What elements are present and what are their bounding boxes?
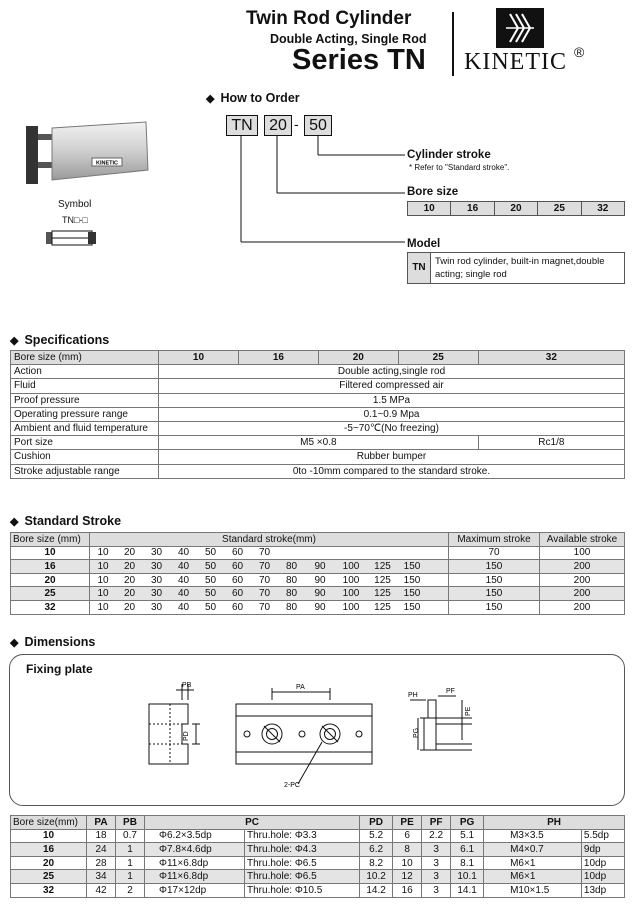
stroke-value: 90 [314,574,326,586]
spec-label: Stroke adjustable range [11,464,159,478]
dim-pa: 28 [87,856,116,870]
cylinder-stroke-label: Cylinder stroke [407,149,491,161]
stroke-header-available: Available stroke [540,533,625,547]
spec-bore: 10 [159,351,239,365]
stroke-value: 60 [231,560,244,572]
bore-option: 25 [538,202,581,216]
stroke-value: 40 [177,601,190,613]
order-code-stroke: 50 [304,115,332,136]
symbol-label: Symbol [58,199,92,210]
stroke-value: 50 [204,547,217,559]
stroke-value: 40 [177,560,190,572]
stroke-value: 10 [97,601,109,613]
stroke-value: 80 [285,574,298,586]
dim-pe: 12 [393,870,422,884]
spec-value: Filtered compressed air [159,379,625,393]
label-pd: PD [183,731,190,741]
dim-row [11,829,625,843]
dim-header: Bore size(mm) [11,816,87,830]
stroke-value: 90 [314,588,326,600]
stroke-value: 50 [204,560,217,572]
stroke-bore: 20 [11,573,90,587]
dim-header: PE [393,816,422,830]
stroke-max: 70 [449,546,540,560]
model-label: Model [407,238,441,250]
specifications-heading: ◆ Specifications [10,333,110,347]
dim-ph1: M10×1.5 [484,883,582,897]
dim-header: PH [484,816,625,830]
spec-label: Action [11,365,159,379]
bore-option: 10 [408,202,451,216]
dim-ph2: 5.5dp [581,829,624,843]
stroke-header-max: Maximum stroke [449,533,540,547]
stroke-avail: 200 [540,573,625,587]
spec-value: 0to -10mm compared to the standard stroke. [159,464,625,478]
dim-pa: 18 [87,829,116,843]
spec-value: 0.1~0.9 Mpa [159,407,625,421]
stroke-value: 40 [177,547,190,559]
stroke-header-standard: Standard stroke(mm) [90,533,449,547]
dim-ph2: 10dp [581,870,624,884]
label-pb: PB [182,682,192,689]
dim-row [11,856,625,870]
dim-pc1: Φ11×6.8dp [145,870,245,884]
label-pe: PE [465,706,472,716]
stroke-value: 20 [123,574,136,586]
stroke-value: 100 [342,601,360,613]
dim-pd: 5.2 [360,829,393,843]
stroke-avail: 100 [540,546,625,560]
spec-value: 1.5 MPa [159,393,625,407]
stroke-value: 50 [204,574,217,586]
dim-header: PC [145,816,360,830]
dim-row [11,843,625,857]
stroke-value: 150 [403,574,421,586]
stroke-value: 70 [258,601,271,613]
dim-pg: 6.1 [451,843,484,857]
spec-label: Fluid [11,379,159,393]
stroke-avail: 200 [540,587,625,601]
stroke-value: 60 [231,574,244,586]
label-ph: PH [408,692,418,699]
dim-bore: 32 [11,883,87,897]
spec-label: Cushion [11,450,159,464]
diamond-bullet-icon: ◆ [206,93,215,105]
dim-pg: 14.1 [451,883,484,897]
spec-bore: 16 [238,351,318,365]
dim-pg: 10.1 [451,870,484,884]
stroke-avail: 200 [540,560,625,574]
stroke-header-bore: Bore size (mm) [11,533,90,547]
stroke-value: 70 [258,547,271,559]
dim-pb: 1 [116,870,145,884]
dim-pb: 0.7 [116,829,145,843]
dim-pe: 10 [393,856,422,870]
registered-mark: ® [574,44,585,60]
dim-pe: 6 [393,829,422,843]
stroke-value: 30 [150,588,163,600]
dim-pd: 8.2 [360,856,393,870]
diamond-bullet-icon: ◆ [10,637,19,649]
dim-pf: 3 [422,856,451,870]
dim-ph1: M6×1 [484,870,582,884]
spec-value: M5 ×0.8 [159,436,479,450]
dim-pa: 42 [87,883,116,897]
stroke-avail: 200 [540,600,625,614]
stroke-value: 20 [123,560,136,572]
dim-pc2: Thru.hole: Φ10.5 [245,883,360,897]
label-pf: PF [446,688,455,695]
stroke-value: 10 [97,588,109,600]
dim-pg: 8.1 [451,856,484,870]
stroke-value: 40 [177,574,190,586]
spec-label: Proof pressure [11,393,159,407]
dim-bore: 16 [11,843,87,857]
stroke-value: 150 [403,588,421,600]
dim-ph2: 13dp [581,883,624,897]
stroke-value: 150 [403,560,421,572]
stroke-value: 100 [342,574,360,586]
stroke-value: 10 [97,547,109,559]
series-title: Series TN [292,44,426,76]
title: Twin Rod Cylinder [246,8,412,29]
dim-pc2: Thru.hole: Φ4.3 [245,843,360,857]
dim-pc1: Φ7.8×4.6dp [145,843,245,857]
stroke-value: 60 [231,547,244,559]
dimensions-heading: ◆ Dimensions [10,635,96,649]
stroke-value: 90 [314,560,326,572]
stroke-value: 70 [258,574,271,586]
spec-label: Ambient and fluid temperature [11,421,159,435]
dim-bore: 10 [11,829,87,843]
stroke-value: 125 [374,588,391,600]
dim-pb: 2 [116,883,145,897]
stroke-value: 30 [150,601,163,613]
dimensions-table [10,815,625,898]
diamond-bullet-icon: ◆ [10,335,19,347]
dim-pd: 10.2 [360,870,393,884]
dim-ph2: 9dp [581,843,624,857]
spec-value: -5~70℃(No freezing) [159,421,625,435]
dim-pf: 3 [422,843,451,857]
dim-ph1: M3×3.5 [484,829,582,843]
stroke-max: 150 [449,573,540,587]
dim-pf: 3 [422,870,451,884]
stroke-value: 20 [123,547,136,559]
spec-bore: 25 [398,351,478,365]
spec-value: Double acting,single rod [159,365,625,379]
spec-header-label: Bore size (mm) [11,351,159,365]
bore-option: 32 [581,202,624,216]
stroke-value: 10 [97,574,109,586]
stroke-value: 60 [231,601,244,613]
dim-header: PB [116,816,145,830]
how-to-order-heading: ◆ How to Order [206,91,300,105]
bore-option: 20 [494,202,537,216]
stroke-value: 70 [258,560,271,572]
stroke-value: 70 [258,588,271,600]
diamond-bullet-icon: ◆ [10,516,19,528]
dim-bore: 20 [11,856,87,870]
stroke-value: 80 [285,601,298,613]
stroke-value: 80 [285,588,298,600]
stroke-bore: 10 [11,546,90,560]
dim-row [11,883,625,897]
stroke-value: 30 [150,547,163,559]
dim-pf: 2.2 [422,829,451,843]
dim-pd: 6.2 [360,843,393,857]
stroke-value: 50 [204,601,217,613]
stroke-value: 20 [123,588,136,600]
stroke-value: 30 [150,560,163,572]
dim-header: PD [360,816,393,830]
stroke-value: 125 [374,560,391,572]
dim-header: PF [422,816,451,830]
stroke-max: 150 [449,587,540,601]
label-pa: PA [296,684,305,691]
dim-row [11,870,625,884]
dim-ph1: M4×0.7 [484,843,582,857]
stroke-note: * Refer to "Standard stroke". [409,163,510,172]
dim-pa: 34 [87,870,116,884]
stroke-bore: 16 [11,560,90,574]
stroke-value: 100 [342,560,360,572]
stroke-value: 150 [403,601,421,613]
spec-label: Port size [11,436,159,450]
dim-ph2: 10dp [581,856,624,870]
stroke-bore: 25 [11,587,90,601]
stroke-value: 10 [97,560,109,572]
stroke-value: 80 [285,560,298,572]
order-code-model: TN [226,115,258,136]
dim-pc2: Thru.hole: Φ6.5 [245,870,360,884]
stroke-max: 150 [449,600,540,614]
spec-bore: 20 [318,351,398,365]
dim-header: PG [451,816,484,830]
order-dash: - [294,116,299,132]
dim-pc2: Thru.hole: Φ3.3 [245,829,360,843]
dim-pb: 1 [116,843,145,857]
dim-header-row [11,816,625,830]
model-code: TN [408,253,431,283]
stroke-value: 90 [314,601,326,613]
dim-header: PA [87,816,116,830]
stroke-value: 125 [374,574,391,586]
dim-pa: 24 [87,843,116,857]
dim-pc1: Φ17×12dp [145,883,245,897]
subtitle: Double Acting, Single Rod [270,32,427,46]
spec-value: Rc1/8 [478,436,624,450]
bore-size-label: Bore size [407,186,459,198]
spec-label: Operating pressure range [11,407,159,421]
stroke-value: 20 [123,601,136,613]
spec-bore: 32 [478,351,624,365]
stroke-bore: 32 [11,600,90,614]
dim-pf: 3 [422,883,451,897]
nameplate-label: KINETIC [96,160,118,167]
label-pc: 2-PC [284,782,300,789]
stroke-value: 100 [342,588,360,600]
order-code-bore: 20 [264,115,292,136]
stroke-value: 40 [177,588,190,600]
stroke-value: 30 [150,574,163,586]
dim-pg: 5.1 [451,829,484,843]
brand-name: KINETIC [464,49,567,75]
dim-pb: 1 [116,856,145,870]
dim-ph1: M6×1 [484,856,582,870]
dim-bore: 25 [11,870,87,884]
dim-pd: 14.2 [360,883,393,897]
stroke-max: 150 [449,560,540,574]
symbol-code: TN□-□ [62,215,88,225]
spec-value: Rubber bumper [159,450,625,464]
dim-pe: 8 [393,843,422,857]
dim-pe: 16 [393,883,422,897]
stroke-value: 50 [204,588,217,600]
fixing-plate-label: Fixing plate [26,662,93,676]
stroke-value: 60 [231,588,244,600]
label-pg: PG [413,727,420,738]
dim-pc1: Φ11×6.8dp [145,856,245,870]
dim-pc1: Φ6.2×3.5dp [145,829,245,843]
standard-stroke-heading: ◆ Standard Stroke [10,514,122,528]
stroke-value: 125 [374,601,391,613]
bore-option: 16 [451,202,494,216]
dim-pc2: Thru.hole: Φ6.5 [245,856,360,870]
model-description: Twin rod cylinder, built-in magnet,double acting; single rod [435,256,605,280]
